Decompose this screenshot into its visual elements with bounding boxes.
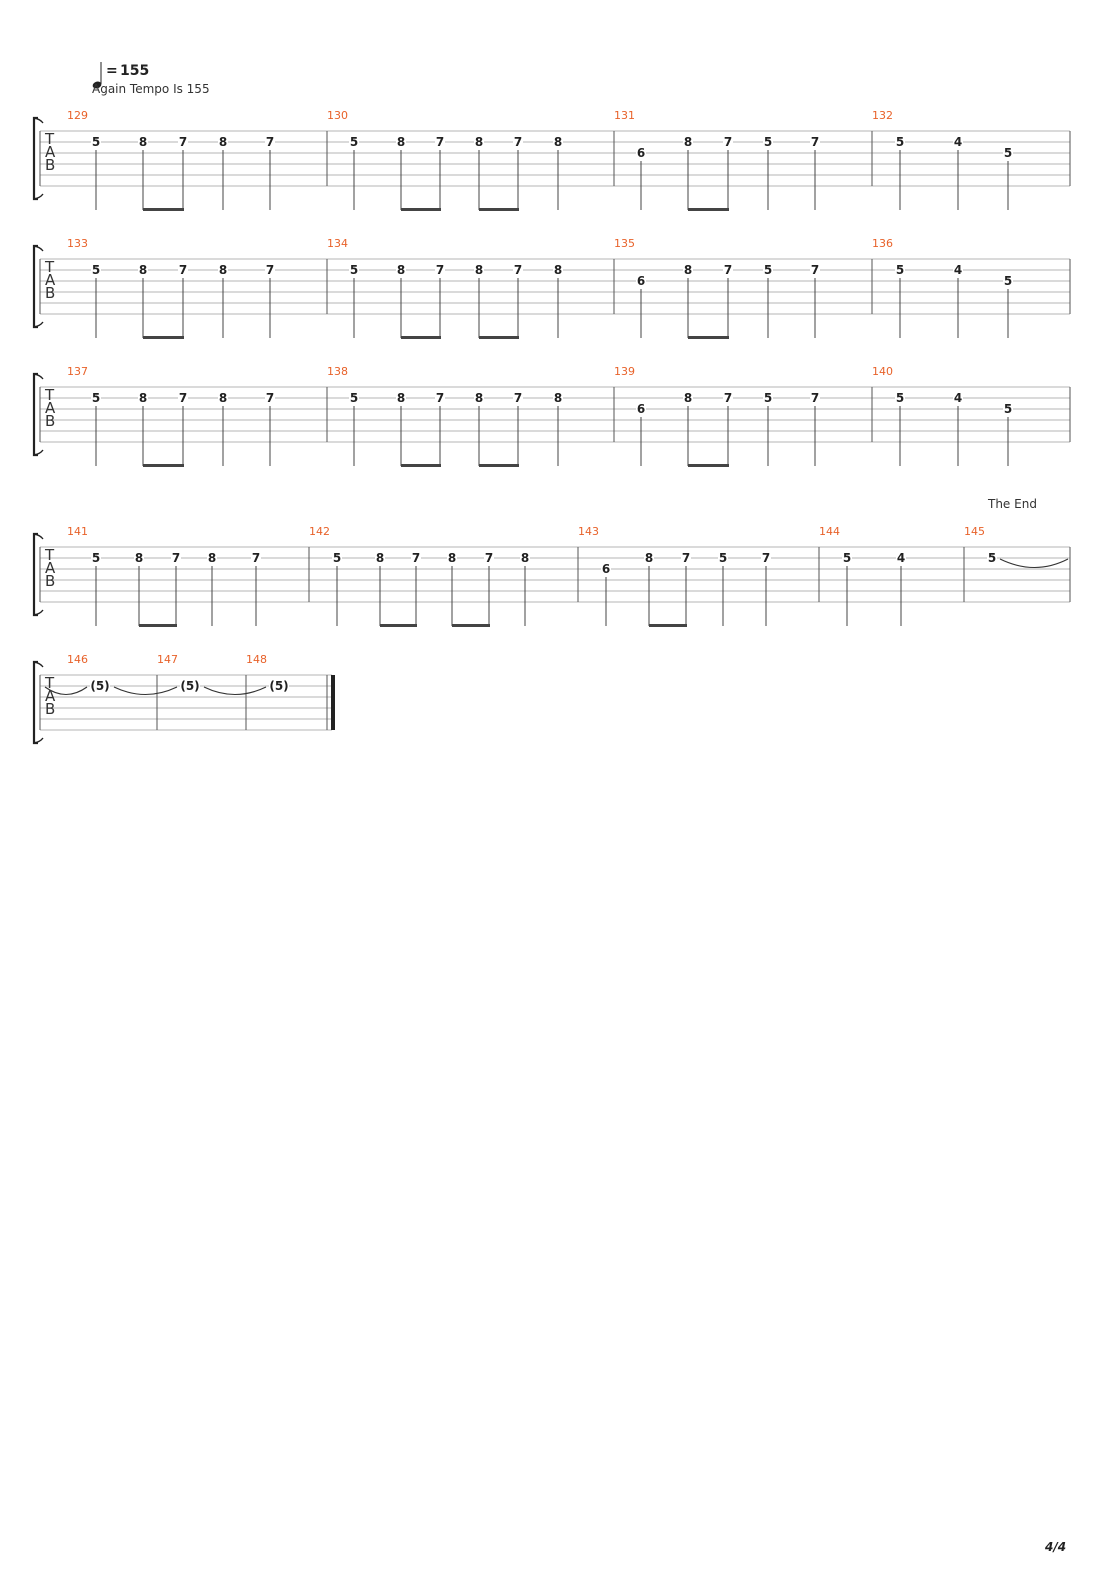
fret-number: 8 — [218, 135, 228, 149]
bracket-hook-bottom — [34, 322, 43, 327]
fret-number: 8 — [683, 263, 693, 277]
tempo-value: 155 — [120, 63, 150, 79]
fret-number: 4 — [953, 263, 963, 277]
measure — [67, 109, 275, 211]
measure — [578, 525, 771, 627]
fret-number: 5 — [349, 135, 359, 149]
fret-number: 5 — [842, 551, 852, 565]
eighth-beam — [401, 208, 441, 211]
fret-number: 8 — [138, 391, 148, 405]
tie-arc — [204, 687, 266, 695]
fret-number: 7 — [178, 263, 188, 277]
measure-number: 140 — [872, 365, 893, 378]
measure — [872, 365, 1013, 466]
tied-fret-number: (5) — [269, 679, 289, 693]
fret-number: 7 — [723, 391, 733, 405]
fret-number: 8 — [396, 391, 406, 405]
measure-number: 135 — [614, 237, 635, 250]
measure-number: 133 — [67, 237, 88, 250]
tab-clef-letter: A — [45, 143, 56, 161]
fret-number: 8 — [138, 135, 148, 149]
tab-clef-letter: A — [45, 399, 56, 417]
fret-number: 7 — [265, 391, 275, 405]
tab-system — [34, 653, 335, 743]
tab-clef-letter: T — [45, 258, 55, 276]
eighth-beam — [649, 624, 687, 627]
measure-number: 129 — [67, 109, 88, 122]
tab-clef-letter: B — [45, 156, 56, 174]
fret-number: 5 — [91, 135, 101, 149]
fret-number: 8 — [553, 135, 563, 149]
fret-number: 8 — [644, 551, 654, 565]
fret-number: 5 — [895, 391, 905, 405]
eighth-beam — [688, 336, 729, 339]
measure — [614, 365, 820, 467]
fret-number: 7 — [513, 263, 523, 277]
fret-number: 6 — [636, 146, 646, 160]
tab-clef-letter: T — [45, 386, 55, 404]
tab-clef-letter: A — [45, 559, 56, 577]
eighth-beam — [380, 624, 417, 627]
fret-number: 8 — [396, 135, 406, 149]
fret-number: 5 — [332, 551, 342, 565]
measure-number: 136 — [872, 237, 893, 250]
system-bracket — [34, 118, 38, 199]
fret-number: 5 — [763, 263, 773, 277]
measure-number: 146 — [67, 653, 88, 666]
tie-arc — [1000, 559, 1068, 568]
fret-number: 8 — [474, 263, 484, 277]
fret-number: 5 — [349, 263, 359, 277]
fret-number: 8 — [520, 551, 530, 565]
fret-number: 5 — [895, 135, 905, 149]
fret-number: 8 — [134, 551, 144, 565]
measure — [614, 109, 820, 211]
tied-fret-number: (5) — [90, 679, 110, 693]
measure — [872, 237, 1013, 338]
fret-number: 7 — [810, 391, 820, 405]
fret-number: 8 — [553, 391, 563, 405]
tab-system — [34, 237, 1070, 339]
fret-number: 8 — [375, 551, 385, 565]
fret-number: 8 — [447, 551, 457, 565]
measure — [872, 109, 1013, 210]
tempo-equals: = — [106, 63, 118, 79]
measure — [67, 237, 275, 339]
fret-number: 5 — [91, 263, 101, 277]
tempo-text: Again Tempo Is 155 — [92, 82, 210, 96]
tab-clef-letter: A — [45, 687, 56, 705]
measure-number: 148 — [246, 653, 267, 666]
page-number: 4/4 — [1045, 1540, 1067, 1554]
bracket-hook-bottom — [34, 610, 43, 615]
fret-number: 4 — [953, 135, 963, 149]
measure-number: 142 — [309, 525, 330, 538]
tab-clef-letter: B — [45, 284, 56, 302]
measure-number: 144 — [819, 525, 840, 538]
eighth-beam — [143, 464, 184, 467]
bracket-hook-top — [34, 118, 43, 123]
bracket-hook-top — [34, 246, 43, 251]
fret-number: 6 — [636, 402, 646, 416]
bracket-hook-bottom — [34, 738, 43, 743]
measure-number: 130 — [327, 109, 348, 122]
eighth-beam — [688, 208, 729, 211]
fret-number: 7 — [251, 551, 261, 565]
eighth-beam — [479, 208, 519, 211]
fret-number: 4 — [953, 391, 963, 405]
tab-clef-letter: B — [45, 572, 56, 590]
eighth-beam — [401, 464, 441, 467]
eighth-beam — [688, 464, 729, 467]
tab-system — [34, 525, 1070, 627]
fret-number: 7 — [810, 135, 820, 149]
fret-number: 6 — [636, 274, 646, 288]
fret-number: 8 — [474, 135, 484, 149]
bracket-hook-bottom — [34, 450, 43, 455]
tab-system — [34, 365, 1070, 467]
tab-clef-letter: T — [45, 674, 55, 692]
fret-number: 5 — [91, 551, 101, 565]
eighth-beam — [143, 336, 184, 339]
eighth-beam — [139, 624, 177, 627]
measure-number: 141 — [67, 525, 88, 538]
measure-number: 131 — [614, 109, 635, 122]
fret-number: 5 — [718, 551, 728, 565]
fret-number: 8 — [218, 263, 228, 277]
eighth-beam — [479, 336, 519, 339]
fret-number: 7 — [265, 135, 275, 149]
bracket-hook-top — [34, 374, 43, 379]
bracket-hook-top — [34, 662, 43, 667]
fret-number: 7 — [435, 263, 445, 277]
eighth-beam — [143, 208, 184, 211]
fret-number: 5 — [895, 263, 905, 277]
fret-number: 7 — [435, 135, 445, 149]
fret-number: 5 — [1003, 402, 1013, 416]
measure — [327, 109, 563, 211]
tab-clef-letter: T — [45, 546, 55, 564]
tab-clef-letter: B — [45, 700, 56, 718]
fret-number: 7 — [681, 551, 691, 565]
fret-number: 5 — [763, 391, 773, 405]
measure — [327, 365, 563, 467]
fret-number: 7 — [513, 135, 523, 149]
measure — [964, 525, 1068, 568]
eighth-beam — [479, 464, 519, 467]
fret-number: 7 — [178, 135, 188, 149]
eighth-beam — [401, 336, 441, 339]
fret-number: 7 — [761, 551, 771, 565]
fret-number: 7 — [411, 551, 421, 565]
fret-number: 8 — [553, 263, 563, 277]
measure-number: 147 — [157, 653, 178, 666]
measure-number: 143 — [578, 525, 599, 538]
measure-number: 134 — [327, 237, 348, 250]
fret-number: 8 — [683, 135, 693, 149]
fret-number: 7 — [810, 263, 820, 277]
system-bracket — [34, 374, 38, 455]
measure — [67, 525, 261, 627]
fret-number: 8 — [207, 551, 217, 565]
bracket-hook-bottom — [34, 194, 43, 199]
end-marker-text: The End — [988, 497, 1037, 511]
fret-number: 7 — [513, 391, 523, 405]
measure — [614, 237, 820, 339]
final-barline — [331, 675, 335, 730]
system-bracket — [34, 246, 38, 327]
fret-number: 5 — [1003, 274, 1013, 288]
measure — [309, 525, 530, 627]
tied-fret-number: (5) — [180, 679, 200, 693]
fret-number: 7 — [435, 391, 445, 405]
tab-systems — [34, 109, 1070, 743]
fret-number: 8 — [683, 391, 693, 405]
fret-number: 8 — [138, 263, 148, 277]
measure-number: 145 — [964, 525, 985, 538]
fret-number: 7 — [265, 263, 275, 277]
tab-clef-letter: A — [45, 271, 56, 289]
tied-fret-number: 5 — [987, 551, 997, 565]
tie-arc — [114, 687, 177, 695]
bracket-hook-top — [34, 534, 43, 539]
measure — [819, 525, 906, 626]
measure-number: 137 — [67, 365, 88, 378]
tab-system — [34, 109, 1070, 211]
system-bracket — [34, 534, 38, 615]
fret-number: 5 — [1003, 146, 1013, 160]
fret-number: 7 — [178, 391, 188, 405]
system-bracket — [34, 662, 38, 743]
fret-number: 7 — [723, 263, 733, 277]
measure-number: 139 — [614, 365, 635, 378]
eighth-beam — [452, 624, 490, 627]
fret-number: 7 — [171, 551, 181, 565]
measure-number: 132 — [872, 109, 893, 122]
tempo-marking — [92, 62, 210, 96]
fret-number: 5 — [763, 135, 773, 149]
fret-number: 8 — [218, 391, 228, 405]
measure — [327, 237, 563, 339]
measure-number: 138 — [327, 365, 348, 378]
tab-clef-letter: T — [45, 130, 55, 148]
fret-number: 6 — [601, 562, 611, 576]
fret-number: 7 — [723, 135, 733, 149]
measure — [67, 365, 275, 467]
fret-number: 4 — [896, 551, 906, 565]
fret-number: 7 — [484, 551, 494, 565]
fret-number: 8 — [396, 263, 406, 277]
fret-number: 8 — [474, 391, 484, 405]
fret-number: 5 — [349, 391, 359, 405]
fret-number: 5 — [91, 391, 101, 405]
tab-clef-letter: B — [45, 412, 56, 430]
